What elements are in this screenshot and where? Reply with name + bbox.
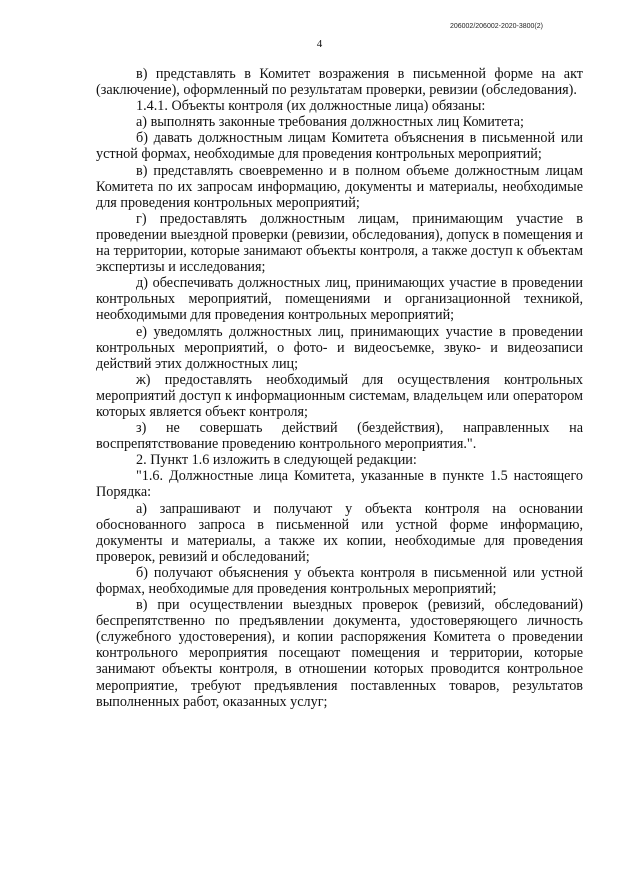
paragraph: е) уведомлять должностных лиц, принимающих участие в проведении контрольных мероприятий, о фото- и видеосъемке, звуко- и видеозаписи действий этих должностных лиц; (96, 323, 583, 372)
paragraph: а) запрашивают и получают у объекта контроля на основании обоснованного запроса в письменной или устной форме информацию, документы и материалы, а также их копии, необходимые для проведения проверок, ревизий и обследований; (96, 500, 583, 565)
document-id: 206002/206002-2020-3800(2) (449, 23, 543, 30)
paragraph: ж) предоставлять необходимый для осуществления контрольных мероприятий доступ к информационным системам, владельцем или оператором которых является объект контроля; (96, 371, 583, 420)
paragraph: з) не совершать действий (бездействия), направленных на воспрепятствование проведению контрольного мероприятия.". (96, 420, 583, 453)
paragraph: "1.6. Должностные лица Комитета, указанные в пункте 1.5 настоящего Порядка: (96, 468, 583, 501)
paragraph: б) получают объяснения у объекта контроля в письменной или устной формах, необходимые для проведения контрольных мероприятий; (96, 564, 583, 597)
paragraph: б) давать должностным лицам Комитета объяснения в письменной или устной формах, необходимые для проведения контрольных мероприятий; (96, 130, 583, 163)
paragraph: 1.4.1. Объекты контроля (их должностные лица) обязаны: (136, 98, 486, 115)
paragraph: д) обеспечивать должностных лиц, принимающих участие в проведении контрольных мероприятий, помещениями и организационной техникой, необходимыми для проведения контрольных мероприятий; (96, 275, 583, 324)
page-number: 4 (316, 38, 323, 50)
paragraph: а) выполнять законные требования должностных лиц Комитета; (136, 114, 524, 131)
paragraph: в) при осуществлении выездных проверок (ревизий, обследований) беспрепятственно по предъявлении документа, удостоверяющего личность (служебного удостоверения), и копии распоряжения Комитета о проведении контрольного мероприятия посещают помещения и территории, которые занимают объекты контроля, в отношении которых проводится контрольное мероприятие, требуют предъявления поставленных товаров, результатов выполненных работ, оказанных услуг; (96, 597, 583, 710)
paragraph: в) представлять своевременно и в полном объеме должностным лицам Комитета по их запросам информацию, документы и материалы, необходимые для проведения контрольных мероприятий; (96, 162, 583, 211)
paragraph: г) предоставлять должностным лицам, принимающим участие в проведении выездной проверки (ревизии, обследования), допуск в помещения и на территории, которые занимают объекты контроля, а также доступ к объектам экспертизы и исследования; (96, 210, 583, 276)
document-body (96, 66, 583, 710)
paragraph: в) представлять в Комитет возражения в письменной форме на акт (заключение), оформленный по результатам проверки, ревизии (обследования). (96, 66, 583, 99)
paragraph: 2. Пункт 1.6 изложить в следующей редакции: (136, 452, 417, 469)
